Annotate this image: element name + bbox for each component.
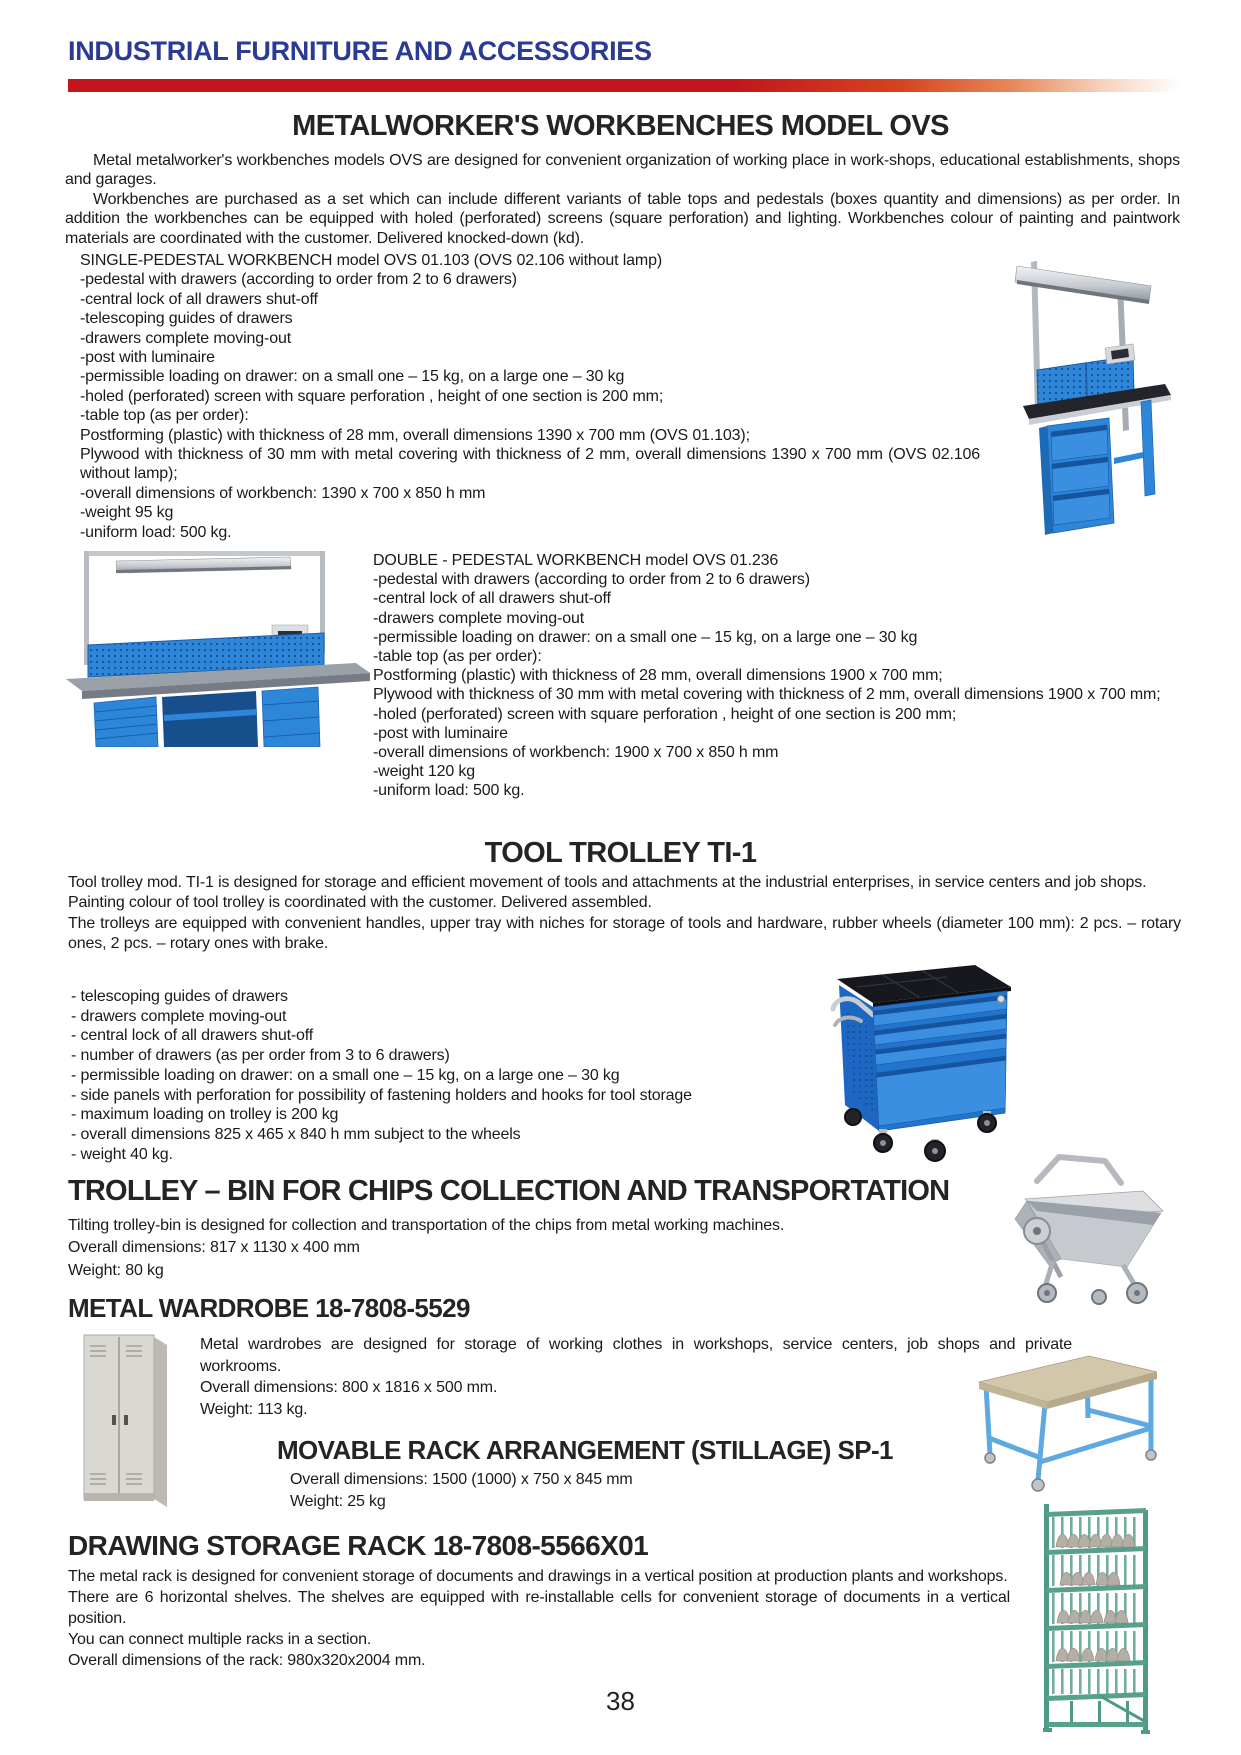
spec-line: Plywood with thickness of 30 mm with metal covering with thickness of 2 mm, overall dimensions 1390 x 700 mm (OVS 02.106 without lamp); xyxy=(80,446,980,483)
drawing-rack-paragraph-2: There are 6 horizontal shelves. The shelves are equipped with re-installable cells for convenient storage of documents in a vertical position. xyxy=(68,1589,1010,1627)
bullet-item: - central lock of all drawers shut-off xyxy=(71,1027,314,1045)
tool-trolley-paragraph-1: Tool trolley mod. TI-1 is designed for storage and efficient movement of tools and attachments at the industrial enterprises, in service centers and job shops. xyxy=(68,874,1147,891)
spec-line: -pedestal with drawers (according to order from 2 to 6 drawers) xyxy=(373,571,810,589)
chips-trolley-weight: Weight: 80 kg xyxy=(68,1261,164,1279)
spec-line: Postforming (plastic) with thickness of 28 mm, overall dimensions 1900 x 700 mm; xyxy=(373,667,943,685)
bullet-item: - side panels with perforation for possibility of fastening holders and hooks for tool storage xyxy=(71,1086,692,1104)
stillage-weight: Weight: 25 kg xyxy=(290,1493,386,1511)
stillage-photo xyxy=(973,1352,1165,1496)
spec-line: -uniform load: 500 kg. xyxy=(80,523,232,541)
drawing-rack-text xyxy=(68,1566,1010,1671)
bullet-item: - weight 40 kg. xyxy=(71,1145,173,1163)
double-workbench-photo xyxy=(58,545,373,747)
spec-line: -pedestal with drawers (according to order from 2 to 6 drawers) xyxy=(80,271,517,289)
single-pedestal-heading: SINGLE-PEDESTAL WORKBENCH model OVS 01.103 (OVS 02.106 without lamp) xyxy=(80,252,663,269)
section-title-stillage: MOVABLE RACK ARRANGEMENT (STILLAGE) SP-1 xyxy=(277,1435,893,1465)
spec-line: -drawers complete moving-out xyxy=(373,609,584,627)
tool-trolley-paragraph-3: The trolleys are equipped with convenient handles, upper tray with niches for storage of tools and hardware, rubber wheels (diameter 100 mm): 2 pcs. – rotary ones, 2 pcs. – rotary ones with brake. xyxy=(68,914,1181,952)
section-title-drawing-rack: DRAWING STORAGE RACK 18-7808-5566X01 xyxy=(68,1530,649,1561)
spec-line: -uniform load: 500 kg. xyxy=(373,782,525,800)
stillage-dimensions: Overall dimensions: 1500 (1000) x 750 x 845 mm xyxy=(290,1471,633,1488)
double-pedestal-spec-list xyxy=(373,551,1188,801)
metal-wardrobe-photo xyxy=(74,1329,176,1513)
spec-line: Plywood with thickness of 30 mm with metal covering with thickness of 2 mm, overall dimensions 1900 x 700 mm; xyxy=(373,686,1161,704)
chips-trolley-description: Tilting trolley-bin is designed for collection and transportation of the chips from metal working machines. xyxy=(68,1217,785,1234)
spec-line: -drawers complete moving-out xyxy=(80,329,291,347)
chips-bin-photo xyxy=(1003,1147,1173,1305)
page-header-title: INDUSTRIAL FURNITURE AND ACCESSORIES xyxy=(68,36,652,66)
spec-line: -telescoping guides of drawers xyxy=(80,310,293,328)
spec-line: -central lock of all drawers shut-off xyxy=(373,590,611,608)
bullet-item: - maximum loading on trolley is 200 kg xyxy=(71,1106,339,1124)
bullet-item: - drawers complete moving-out xyxy=(71,1007,287,1025)
section-title-chips-trolley: TROLLEY – BIN FOR CHIPS COLLECTION AND TRANSPORTATION xyxy=(68,1175,950,1207)
drawing-rack-paragraph-1: The metal rack is designed for convenient storage of documents and drawings in a vertical position at production plants and workshops. xyxy=(68,1568,1008,1585)
spec-line: -post with luminaire xyxy=(373,724,508,742)
bullet-item: - telescoping guides of drawers xyxy=(71,988,288,1005)
section-title-workbenches: METALWORKER'S WORKBENCHES MODEL OVS xyxy=(292,110,949,142)
wardrobe-weight: Weight: 113 kg. xyxy=(200,1400,308,1418)
tool-trolley-photo xyxy=(827,963,1019,1163)
workbenches-intro-paragraph-1: Metal metalworker's workbenches models OVS are designed for convenient organization of working place in work-shops, educational establishments, shops and garages. xyxy=(65,152,1180,189)
spec-line: -table top (as per order): xyxy=(80,407,249,425)
spec-line: -overall dimensions of workbench: 1390 x 700 x 850 h mm xyxy=(80,484,486,502)
stillage-text xyxy=(290,1469,930,1513)
tool-trolley-bullet-list xyxy=(71,987,871,1164)
drawing-rack-paragraph-4: Overall dimensions of the rack: 980x320x2004 mm. xyxy=(68,1652,426,1669)
wardrobe-text xyxy=(200,1334,1072,1420)
spec-line: -holed (perforated) screen with square perforation , height of one section is 200 mm; xyxy=(80,387,664,405)
chips-trolley-dimensions: Overall dimensions: 817 x 1130 x 400 mm xyxy=(68,1239,360,1257)
tool-trolley-paragraph-2: Painting colour of tool trolley is coordinated with the customer. Delivered assembled. xyxy=(68,894,652,912)
spec-line: -holed (perforated) screen with square perforation , height of one section is 200 mm; xyxy=(373,705,957,723)
spec-line: -weight 95 kg xyxy=(80,504,174,522)
wardrobe-description: Metal wardrobes are designed for storage of working clothes in workshops, service centers, job shops and private workrooms. xyxy=(200,1336,1072,1375)
wardrobe-dimensions: Overall dimensions: 800 x 1816 x 500 mm. xyxy=(200,1379,498,1397)
page-number: 38 xyxy=(606,1686,635,1716)
section-title-tool-trolley: TOOL TROLLEY TI-1 xyxy=(484,837,757,869)
spec-line: -permissible loading on drawer: on a small one – 15 kg, on a large one – 30 kg xyxy=(80,368,625,386)
tool-trolley-intro xyxy=(68,873,1181,954)
section-title-wardrobe: METAL WARDROBE 18-7808-5529 xyxy=(68,1293,470,1323)
spec-line: -weight 120 kg xyxy=(373,763,475,781)
single-workbench-photo xyxy=(993,246,1175,538)
spec-line: -post with luminaire xyxy=(80,349,215,367)
spec-line: Postforming (plastic) with thickness of 28 mm, overall dimensions 1390 x 700 mm (OVS 01.103); xyxy=(80,426,750,444)
single-pedestal-spec-list xyxy=(80,251,980,542)
spec-line: -permissible loading on drawer: on a small one – 15 kg, on a large one – 30 kg xyxy=(373,628,918,646)
double-pedestal-heading: DOUBLE - PEDESTAL WORKBENCH model OVS 01.236 xyxy=(373,552,779,569)
bullet-item: - number of drawers (as per order from 3 to 6 drawers) xyxy=(71,1047,450,1065)
spec-line: -table top (as per order): xyxy=(373,648,542,666)
spec-line: -overall dimensions of workbench: 1900 x 700 x 850 h mm xyxy=(373,744,779,762)
header-divider-bar xyxy=(68,79,1180,92)
workbenches-intro-paragraph-2: Workbenches are purchased as a set which can include different variants of table tops and pedestals (boxes quantity and dimensions) as per order. In addition the workbenches can be equipped with holed (perforated) screens (square perforation) and lighting. Workbenches colour of painting and paintwork materials are coordinated with the customer. Delivered knocked-down (kd). xyxy=(65,190,1180,247)
drawing-rack-paragraph-3: You can connect multiple racks in a section. xyxy=(68,1631,372,1648)
workbenches-intro xyxy=(65,151,1180,248)
bullet-item: - permissible loading on drawer: on a small one – 15 kg, on a large one – 30 kg xyxy=(71,1066,620,1084)
chips-trolley-text xyxy=(68,1215,968,1282)
spec-line: -central lock of all drawers shut-off xyxy=(80,290,318,308)
bullet-item: - overall dimensions 825 x 465 x 840 h mm subject to the wheels xyxy=(71,1125,521,1143)
